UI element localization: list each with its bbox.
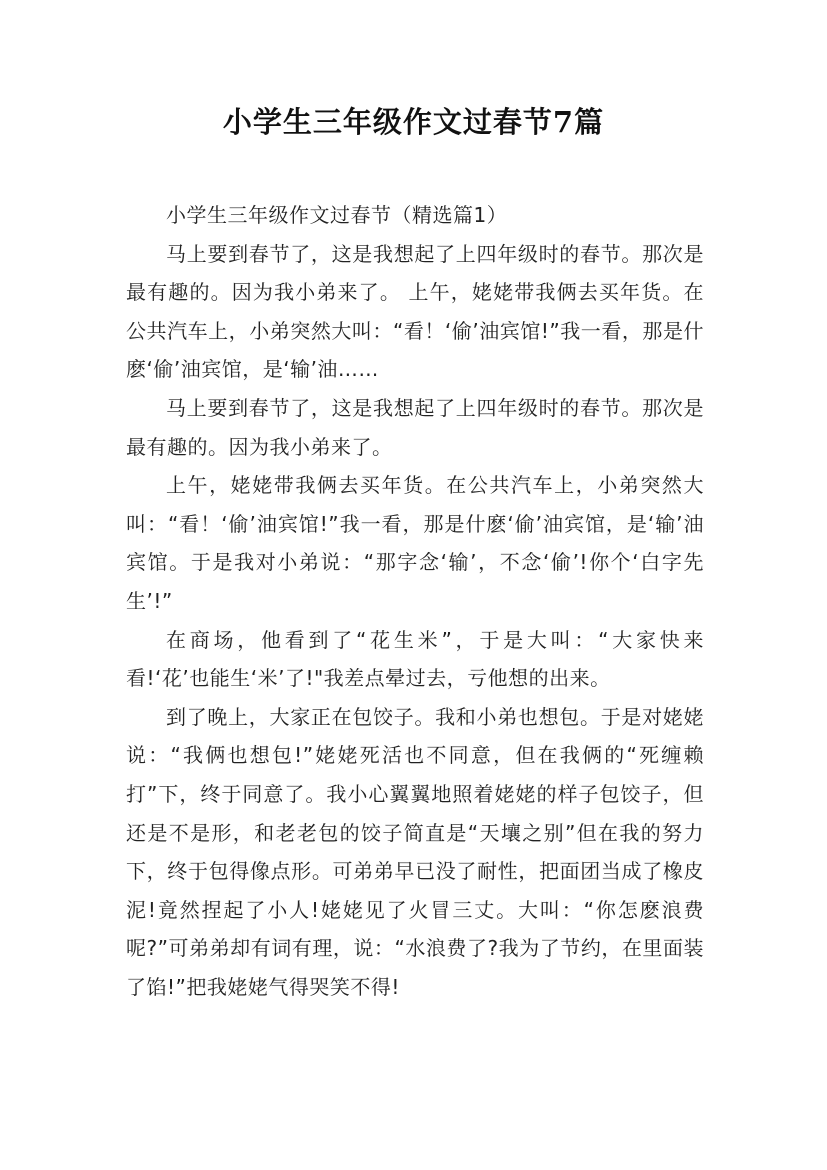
document-body: [126, 196, 704, 1006]
paragraph: 在商场，他看到了“花生米”，于是大叫：“大家快来看!‘花’也能生‘米’了!"我差点晕过去，亏他想的出来。: [126, 627, 704, 691]
document-title: 小学生三年级作文过春节7篇: [222, 105, 605, 139]
section-heading: 小学生三年级作文过春节（精选篇1）: [166, 203, 508, 227]
paragraph: 马上要到春节了，这是我想起了上四年级时的春节。那次是最有趣的。因为我小弟来了。 上午，姥姥带我俩去买年货。在公共汽车上，小弟突然大叫：“看！‘偷’油宾馆!”我一看，那是什麽‘偷’油宾馆，是‘输’油……: [126, 241, 704, 382]
paragraph: 到了晚上，大家正在包饺子。我和小弟也想包。于是对姥姥说：“我俩也想包!”姥姥死活也不同意，但在我俩的“死缠赖打”下，终于同意了。我小心翼翼地照着姥姥的样子包饺子，但还是不是形，和老老包的饺子简直是“天壤之别”但在我的努力下，终于包得像点形。可弟弟早已没了耐性，把面团当成了橡皮泥!竟然捏起了小人!姥姥见了火冒三丈。大叫：“你怎麽浪费呢?”可弟弟却有词有理，说：“水浪费了?我为了节约，在里面装了馅!”把我姥姥气得哭笑不得!: [126, 704, 704, 999]
paragraph: 马上要到春节了，这是我想起了上四年级时的春节。那次是最有趣的。因为我小弟来了。: [126, 395, 704, 459]
paragraph: 上午，姥姥带我俩去买年货。在公共汽车上，小弟突然大叫：“看！‘偷’油宾馆!”我一看，那是什麽‘偷’油宾馆，是‘输’油宾馆。于是我对小弟说：“那字念‘输’，不念‘偷’!你个‘白字先生’!”: [126, 473, 704, 613]
